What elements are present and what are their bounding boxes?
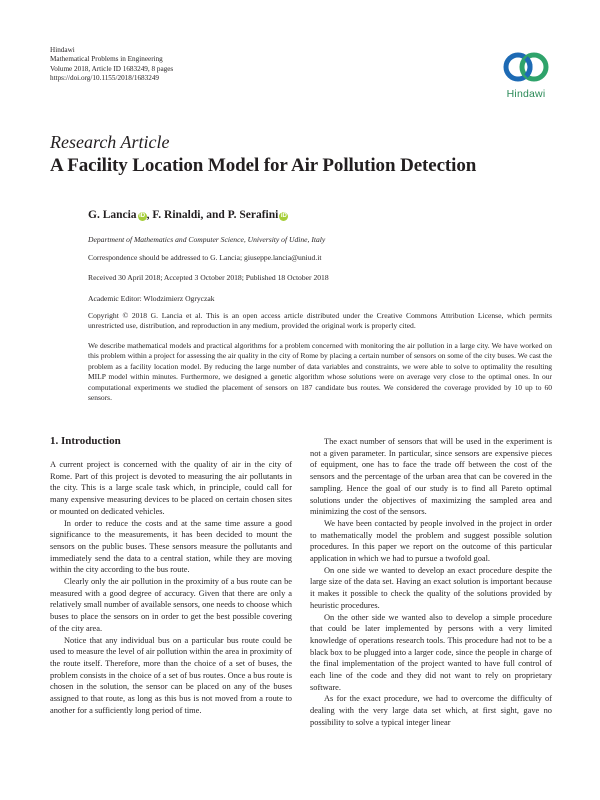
paragraph: On the other side we wanted also to develop a simple procedure that could be later implemented by persons with a very limited knowledge of operations research tools. This procedure had not to be a black box to be plugged into a larger code, since the people in charge of the final implementation of the project wanted to have full control of each line of the code and they did not want to rely on proprietary software. bbox=[310, 612, 552, 692]
author-list bbox=[88, 209, 288, 221]
left-column bbox=[50, 459, 292, 716]
journal-doi[interactable]: https://doi.org/10.1155/2018/1683249 bbox=[50, 74, 160, 83]
academic-editor: Academic Editor: Wlodzimierz Ogryczak bbox=[88, 294, 215, 303]
affiliation: Department of Mathematics and Computer Science, University of Udine, Italy bbox=[88, 235, 326, 244]
article-type: Research Article bbox=[50, 132, 170, 152]
paragraph: Notice that any individual bus on a particular bus route could be used to measure the level of air pollution within the area in proximity of the route itself. Therefore, more than the choice of a set of buses, the problem consists in the choice of a set of bus routes. Once a bus route is chosen in the solution, the sensor can be placed on any of the buses assigned to that route, as long as this bus is not moved from a route to another for a sufficiently long period of time. bbox=[50, 635, 292, 715]
right-column bbox=[310, 436, 552, 729]
section-heading-introduction: 1. Introduction bbox=[50, 435, 121, 447]
hindawi-logo[interactable] bbox=[497, 48, 555, 104]
paragraph: On one side we wanted to develop an exact procedure despite the large size of the data set. Having an exact solution is important because it makes it possible to check the quality of the solutions provided by heuristic procedures. bbox=[310, 565, 552, 610]
publication-dates: Received 30 April 2018; Accepted 3 October 2018; Published 18 October 2018 bbox=[88, 273, 329, 282]
hindawi-logo-icon bbox=[497, 48, 555, 88]
author-others: , F. Rinaldi, and P. Serafini bbox=[146, 209, 279, 221]
journal-header bbox=[50, 46, 173, 84]
orcid-icon[interactable]: iD bbox=[139, 213, 146, 219]
paragraph: In order to reduce the costs and at the same time assure a good significance to the measurements, it has been decided to mount the sensors on the public buses. These sensors measure the pollutants and immediately send the data to a central station, while they are moving within the city according to the bus route. bbox=[50, 518, 292, 575]
journal-name: Mathematical Problems in Engineering bbox=[50, 55, 163, 64]
orcid-icon[interactable]: iD bbox=[280, 213, 287, 219]
paragraph: As for the exact procedure, we had to overcome the difficulty of dealing with the very large data set which, at first sight, gave no possibility to solve a typical integer linear bbox=[310, 694, 552, 727]
paper-title: A Facility Location Model for Air Pollution Detection bbox=[50, 155, 477, 176]
paragraph: We have been contacted by people involved in the project in order to mathematically model the problem and suggest possible solution procedures. In this paper we report on the outcome of this particular application in which we had to pursue a twofold goal. bbox=[310, 518, 552, 564]
correspondence: Correspondence should be addressed to G. Lancia; giuseppe.lancia@uniud.it bbox=[88, 253, 322, 262]
paragraph: The exact number of sensors that will be used in the experiment is not a given parameter. In particular, since sensors are expensive pieces of equipment, one has to face the trade off between the cost of the sensors and the percentage of the urban area that can be covered in the sampling. Hence the goal of our study is to find all Pareto optimal solutions under the objectives of maximizing the sampled area and minimizing the cost of the sensors. bbox=[310, 437, 552, 517]
journal-volume: Volume 2018, Article ID 1683249, 8 pages bbox=[50, 64, 174, 73]
abstract: We describe mathematical models and practical algorithms for a problem concerned with monitoring the air pollution in a large city. We have worked on this problem within a project for assessing the air quality in the city of Rome by placing a certain number of sensors on some of the city buses. We cast the problem as a facility location model. By reducing the large number of data variables and constraints, we were able to solve to optimality the resulting MILP model within minutes. Furthermore, we designed a genetic algorithm whose solutions were on average very close to the optimal ones. In our computational experiments we studied the placement of sensors on 187 candidate bus routes. We considered the coverage provided by 10 up to 60 sensors. bbox=[88, 341, 552, 403]
paragraph: A current project is concerned with the quality of air in the city of Rome. Part of this project is devoted to measuring the air pollutants in the city. This is a large scale task which, in principle, could call for many expensive measuring devices to be placed on certain chosen sites or mounted on dedicated vehicles. bbox=[50, 460, 292, 516]
copyright-notice: Copyright © 2018 G. Lancia et al. This is an open access article distributed under the Creative Commons Attribution License, which permits unrestricted use, distribution, and reproduction in any medium, provided the original work is properly cited. bbox=[88, 311, 552, 330]
author-lancia: G. Lancia bbox=[88, 209, 137, 221]
paragraph: Clearly only the air pollution in the proximity of a bus route can be measured with a good degree of accuracy. Given that there are only a relatively small number of available sensors, one needs to choose which buses to place the sensors on in order to get the best possible covering of the city area. bbox=[50, 577, 292, 633]
publisher-name: Hindawi bbox=[50, 46, 75, 54]
logo-text: Hindawi bbox=[506, 88, 546, 100]
